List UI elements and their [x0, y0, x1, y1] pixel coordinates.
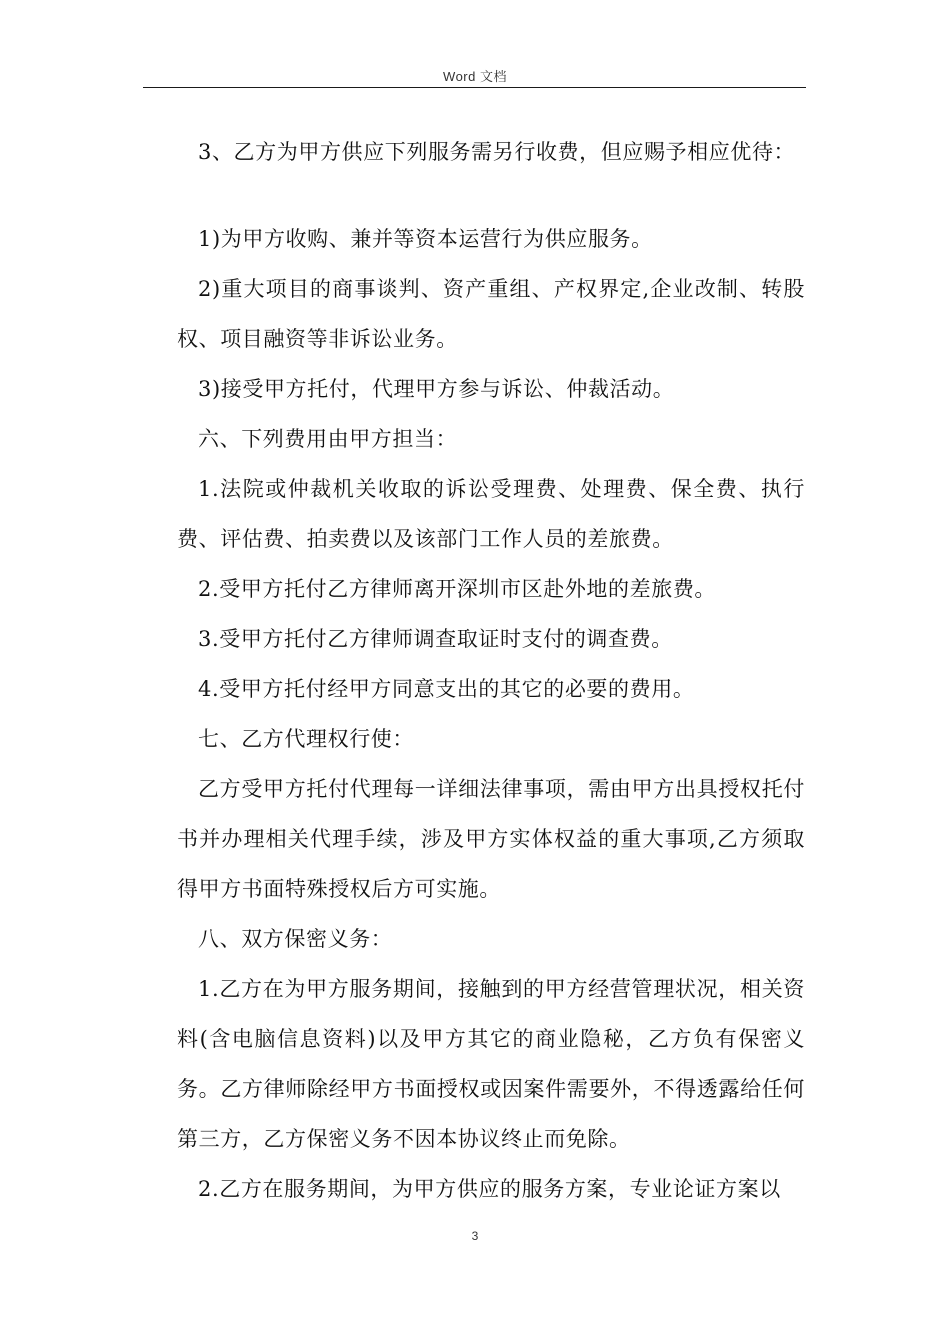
paragraph-cost-3: 3.受甲方托付乙方律师调查取证时支付的调查费。: [198, 627, 673, 651]
paragraph-extra-fees: 3、乙方为甲方供应下列服务需另行收费，但应赐予相应优待：: [198, 140, 796, 164]
section-heading-6: 六、下列费用由甲方担当：: [198, 427, 458, 451]
paragraph-agency-rights: 乙方受甲方托付代理每一详细法律事项，需由甲方出具授权托付书并办理相关代理手续，涉及甲方实体权益的重大事项,乙方须取得甲方书面特殊授权后方可实施。: [177, 777, 805, 901]
paragraph-item-1: 1)为甲方收购、兼并等资本运营行为供应服务。: [198, 227, 653, 251]
paragraph-confidentiality-2: 2.乙方在服务期间，为甲方供应的服务方案，专业论证方案以: [198, 1177, 781, 1201]
document-header: Word 文档: [443, 69, 507, 84]
document-body: [177, 127, 805, 1214]
paragraph-item-3: 3)接受甲方托付，代理甲方参与诉讼、仲裁活动。: [198, 377, 675, 401]
paragraph-cost-2: 2.受甲方托付乙方律师离开深圳市区赴外地的差旅费。: [198, 577, 717, 601]
section-heading-8: 八、双方保密义务：: [198, 927, 393, 951]
page-number: 3: [471, 1229, 479, 1243]
paragraph-item-2: 2)重大项目的商事谈判、资产重组、产权界定,企业改制、转股权、项目融资等非诉讼业务。: [177, 277, 805, 351]
header-divider: [143, 87, 806, 88]
paragraph-cost-4: 4.受甲方托付经甲方同意支出的其它的必要的费用。: [198, 677, 695, 701]
paragraph-confidentiality-1: 1.乙方在为甲方服务期间，接触到的甲方经营管理状况，相关资料(含电脑信息资料)以及甲方其它的商业隐秘，乙方负有保密义务。乙方律师除经甲方书面授权或因案件需要外，不得透露给任何第三方，乙方保密义务不因本协议终止而免除。: [177, 977, 805, 1151]
paragraph-spacer: [177, 177, 805, 214]
paragraph-cost-1: 1.法院或仲裁机关收取的诉讼受理费、处理费、保全费、执行费、评估费、拍卖费以及该部门工作人员的差旅费。: [177, 477, 805, 551]
section-heading-7: 七、乙方代理权行使：: [198, 727, 414, 751]
